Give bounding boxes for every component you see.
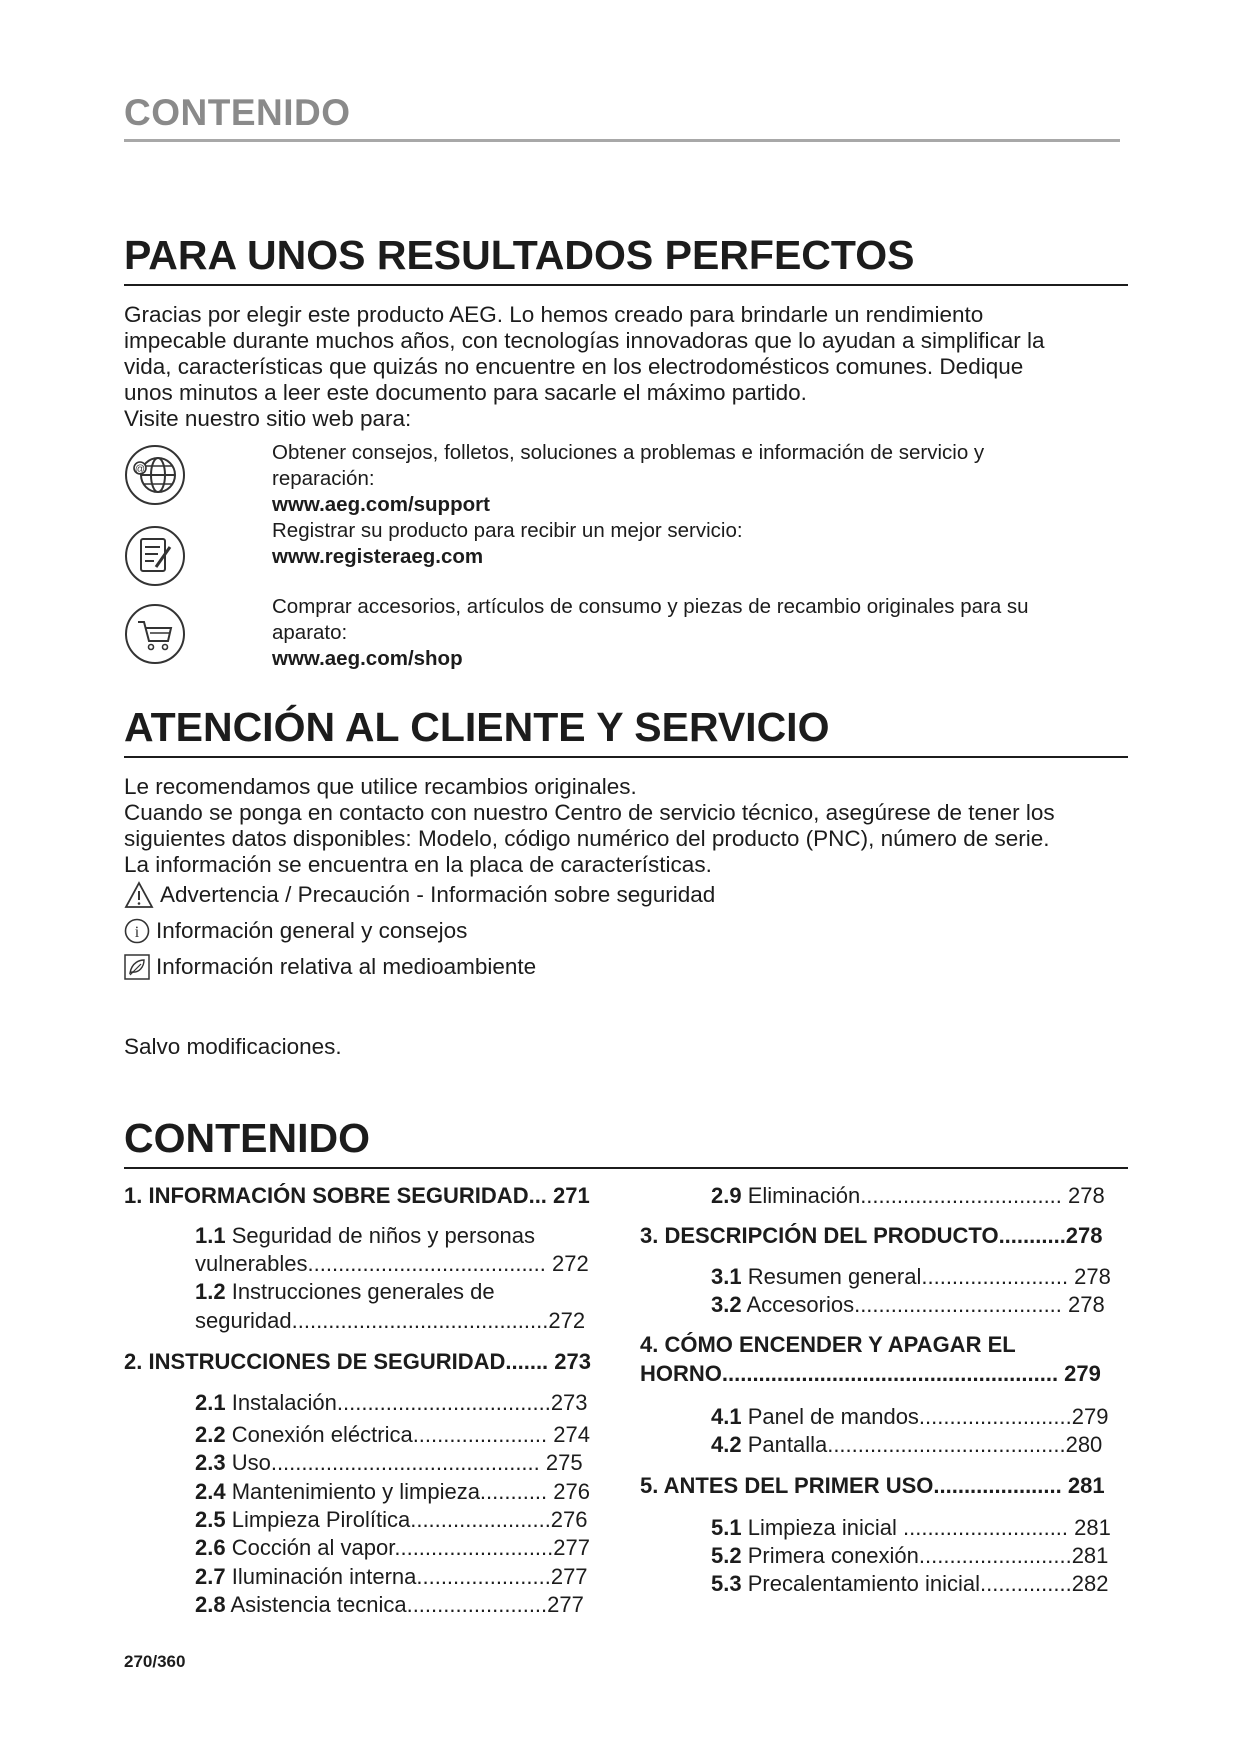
toc-number: 5.2	[711, 1543, 742, 1568]
toc-number: 2.7	[195, 1564, 226, 1589]
header-rule	[124, 139, 1120, 142]
toc-text: Panel de mandos.........................279	[741, 1404, 1109, 1429]
shop-link[interactable]: www.aeg.com/shop	[272, 647, 463, 670]
toc-entry[interactable]	[711, 1514, 1111, 1542]
toc-entry[interactable]: HORNO....................................................... 279	[640, 1361, 1101, 1386]
visit-item-shop	[272, 594, 1029, 672]
toc-number: 5.3	[711, 1571, 742, 1596]
toc-entry[interactable]: 1. INFORMACIÓN SOBRE SEGURIDAD... 271	[124, 1183, 590, 1208]
section-heading-results: PARA UNOS RESULTADOS PERFECTOS	[124, 232, 915, 278]
toc-text: Asistencia tecnica.......................277	[225, 1592, 584, 1617]
toc-number: 2.8	[195, 1592, 226, 1617]
page-number: 270/360	[124, 1652, 186, 1671]
legend-text: Información relativa al medioambiente	[156, 954, 537, 979]
footnote-text: Salvo modificaciones.	[124, 1034, 342, 1059]
legend-warning	[124, 881, 715, 909]
section-rule	[124, 284, 1128, 286]
service-line: Cuando se ponga en contacto con nuestro Centro de servicio técnico, asegúrese de tener los	[124, 800, 1055, 825]
toc-entry[interactable]	[195, 1506, 588, 1534]
toc-text: Primera conexión.........................281	[741, 1543, 1109, 1568]
visit-item-register	[272, 518, 743, 570]
toc-text: Pantalla.......................................280	[741, 1432, 1103, 1457]
visit-text: Registrar su producto para recibir un mejor servicio:	[272, 519, 743, 542]
toc-entry[interactable]: 5. ANTES DEL PRIMER USO..................... 281	[640, 1473, 1105, 1498]
toc-number: 3.1	[711, 1264, 742, 1289]
toc-number: 2.4	[195, 1479, 226, 1504]
toc-entry[interactable]	[711, 1182, 1105, 1210]
register-icon	[124, 525, 186, 587]
section-heading-service: ATENCIÓN AL CLIENTE Y SERVICIO	[124, 704, 830, 750]
toc-number: 2.1	[195, 1390, 226, 1415]
toc-entry[interactable]	[195, 1278, 495, 1306]
visit-label: Visite nuestro sitio web para:	[124, 406, 412, 431]
header-title: CONTENIDO	[124, 92, 351, 133]
toc-text: Cocción al vapor..........................277	[225, 1535, 590, 1560]
toc-text: Precalentamiento inicial...............282	[741, 1571, 1109, 1596]
toc-text: Limpieza Pirolítica.......................276	[225, 1507, 588, 1532]
visit-text: aparato:	[272, 621, 348, 644]
toc-entry[interactable]: seguridad..........................................272	[195, 1308, 586, 1333]
section-rule	[124, 1167, 1128, 1169]
toc-text: Accesorios.................................. 278	[741, 1292, 1105, 1317]
toc-number: 2.2	[195, 1422, 226, 1447]
toc-text: Uso............................................ 275	[225, 1450, 583, 1475]
legend-text: Información general y consejos	[156, 918, 468, 943]
globe-icon	[124, 444, 186, 506]
toc-entry[interactable]	[711, 1263, 1111, 1291]
toc-entry[interactable]	[195, 1421, 590, 1449]
service-paragraph	[124, 774, 1124, 878]
toc-entry[interactable]: vulnerables....................................... 272	[195, 1251, 589, 1276]
toc-number: 1.2	[195, 1279, 226, 1304]
toc-text: Mantenimiento y limpieza........... 276	[225, 1479, 590, 1504]
toc-number: 2.3	[195, 1450, 226, 1475]
support-link[interactable]: www.aeg.com/support	[272, 493, 490, 516]
service-line: La información se encuentra en la placa de características.	[124, 852, 712, 877]
toc-number: 5.1	[711, 1515, 742, 1540]
toc-entry[interactable]	[711, 1542, 1108, 1570]
toc-entry[interactable]	[711, 1431, 1102, 1459]
service-line: siguientes datos disponibles: Modelo, código numérico del producto (PNC), número de serie.	[124, 826, 1050, 851]
toc-entry[interactable]	[195, 1591, 584, 1619]
intro-line: vida, características que quizás no encuentre en los electrodomésticos comunes. Dedique	[124, 354, 1024, 379]
toc-entry[interactable]	[195, 1449, 583, 1477]
toc-text: Limpieza inicial ........................... 281	[741, 1515, 1111, 1540]
toc-text: Instalación...................................273	[225, 1390, 588, 1415]
visit-text: reparación:	[272, 467, 375, 490]
footnote	[124, 1034, 1124, 1060]
toc-text: Seguridad de niños y personas	[225, 1223, 536, 1248]
toc-text: Conexión eléctrica...................... 274	[225, 1422, 590, 1447]
legend-info	[124, 918, 467, 944]
toc-number: 1.1	[195, 1223, 226, 1248]
info-icon	[124, 918, 150, 944]
visit-text: Obtener consejos, folletos, soluciones a problemas e información de servicio y	[272, 441, 985, 464]
toc-number: 2.6	[195, 1535, 226, 1560]
svg-text:i: i	[134, 924, 140, 941]
legend-text: Advertencia / Precaución - Información sobre seguridad	[160, 882, 716, 907]
intro-line: unos minutos a leer este documento para sacarle el máximo partido.	[124, 380, 807, 405]
toc-number: 4.2	[711, 1432, 742, 1457]
toc-number: 4.1	[711, 1404, 742, 1429]
intro-line: impecable durante muchos años, con tecnologías innovadoras que lo ayudan a simplificar la	[124, 328, 1045, 353]
warning-icon	[124, 881, 154, 909]
intro-paragraph	[124, 302, 1124, 432]
toc-entry[interactable]	[195, 1563, 588, 1591]
toc-number: 3.2	[711, 1292, 742, 1317]
toc-text: Resumen general........................ 278	[741, 1264, 1111, 1289]
visit-item-support	[272, 440, 984, 518]
cart-icon	[124, 603, 186, 665]
register-link[interactable]: www.registeraeg.com	[272, 545, 484, 568]
visit-text: Comprar accesorios, artículos de consumo y piezas de recambio originales para su	[272, 595, 1029, 618]
toc-entry[interactable]	[195, 1478, 590, 1506]
toc-entry[interactable]	[195, 1389, 588, 1417]
legend-environment	[124, 954, 536, 980]
toc-entry[interactable]: 3. DESCRIPCIÓN DEL PRODUCTO...........278	[640, 1223, 1103, 1248]
toc-entry[interactable]	[711, 1403, 1108, 1431]
svg-text:@: @	[134, 464, 146, 475]
toc-number: 2.5	[195, 1507, 226, 1532]
toc-entry[interactable]: 2. INSTRUCCIONES DE SEGURIDAD....... 273	[124, 1349, 591, 1374]
intro-line: Gracias por elegir este producto AEG. Lo hemos creado para brindarle un rendimiento	[124, 302, 984, 327]
toc-text: Instrucciones generales de	[225, 1279, 495, 1304]
toc-entry[interactable]: 4. CÓMO ENCENDER Y APAGAR EL	[640, 1332, 1016, 1357]
section-rule	[124, 756, 1128, 758]
toc-entry[interactable]	[195, 1222, 535, 1250]
environment-icon	[124, 954, 150, 980]
toc-heading: CONTENIDO	[124, 1115, 370, 1161]
toc-number: 2.9	[711, 1183, 742, 1208]
toc-entry[interactable]	[195, 1534, 590, 1562]
toc-text: Iluminación interna......................277	[225, 1564, 588, 1589]
toc-text: Eliminación................................. 278	[741, 1183, 1105, 1208]
service-line: Le recomendamos que utilice recambios originales.	[124, 774, 637, 799]
toc-entry[interactable]	[711, 1570, 1108, 1598]
toc-entry[interactable]	[711, 1291, 1105, 1319]
